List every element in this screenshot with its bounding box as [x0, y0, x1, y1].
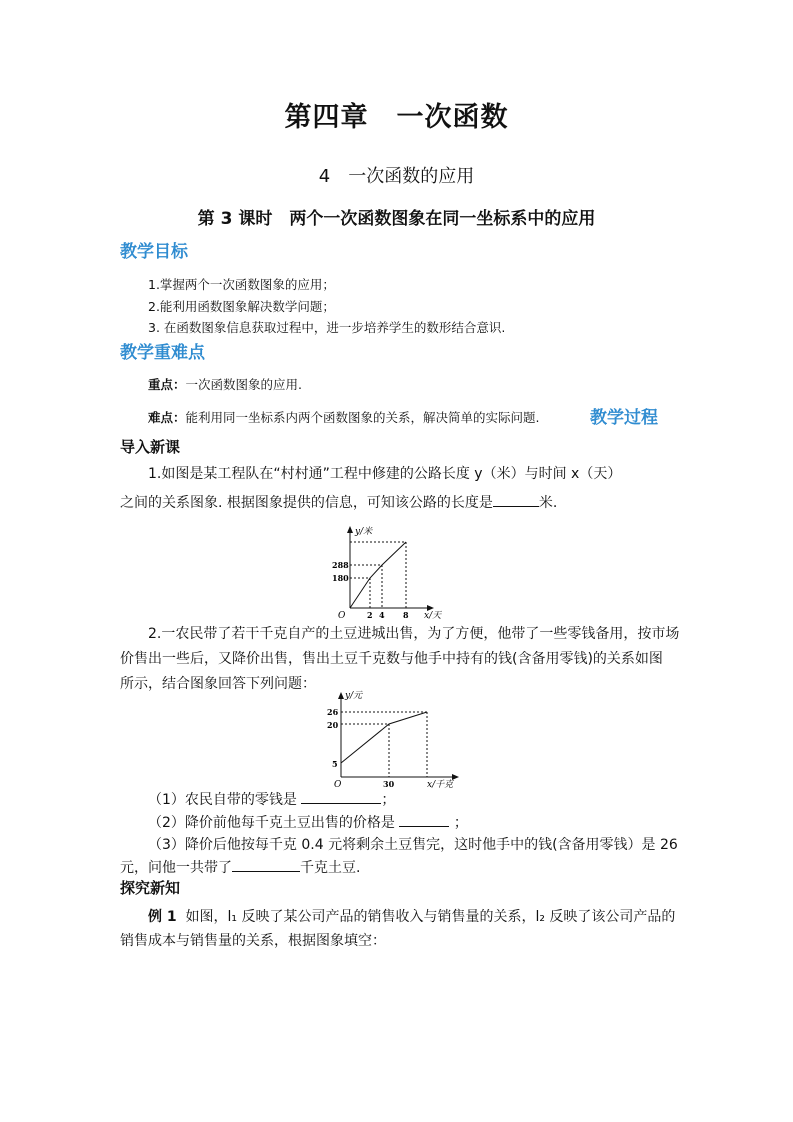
graph1-y-tick-180: 180 [332, 573, 349, 583]
section-title: 4 一次函数的应用 [318, 166, 475, 187]
sub-question-1-text: （1）农民自带的零钱是 [148, 792, 297, 808]
graph2-y-tick-26: 26 [327, 707, 339, 717]
graph1-x-tick-2: 2 [367, 610, 373, 620]
key-point-line [148, 375, 302, 393]
goal-item-1: 1.掌握两个一次函数图象的应用； [148, 277, 335, 292]
graph2-x-label: x/千克 [427, 780, 454, 790]
graph1-x-label: x/天 [424, 611, 442, 621]
answer-blank[interactable] [232, 857, 300, 872]
graph2-x-tick-30: 30 [383, 779, 395, 789]
graph2-y-label: y/元 [345, 691, 363, 701]
answer-blank[interactable] [493, 492, 539, 507]
q1-line-2-text: 之间的关系图象. 根据图象提供的信息，可知该公路的长度是 [120, 495, 493, 511]
hard-text: 能利用同一坐标系内两个函数图象的关系，解决简单的实际问题. [185, 410, 540, 425]
answer-blank[interactable] [399, 812, 449, 827]
chapter-title: 第四章 一次函数 [284, 102, 509, 133]
q2-line-1: 2.一农民带了若干千克自产的土豆进城出售，为了方便，他带了一些零钱备用，按市场 [148, 626, 680, 642]
key-points-heading: 教学重难点 [120, 343, 205, 363]
explore-heading: 探究新知 [120, 879, 181, 897]
graph1-x-tick-4: 4 [379, 610, 385, 620]
graph-potato-money [325, 690, 465, 790]
key-label: 重点： [148, 377, 186, 392]
sub-question-3-text: 元，问他一共带了 [120, 860, 232, 876]
graph-road-length [330, 522, 460, 622]
process-heading: 教学过程 [590, 408, 658, 428]
q2-line-3: 所示，结合图象回答下列问题： [120, 676, 316, 692]
answer-blank[interactable] [301, 789, 381, 804]
graph2-origin: O [334, 780, 342, 790]
graph2-y-tick-20: 20 [327, 720, 339, 730]
lesson-title: 第 3 课时 两个一次函数图象在同一坐标系中的应用 [197, 209, 596, 229]
example-line-2: 销售成本与销售量的关系，根据图象填空： [120, 933, 386, 949]
q2-line-2: 价售出一些后，又降价出售，售出土豆千克数与他手中持有的钱(含备用零钱)的关系如图 [120, 651, 663, 667]
hard-point-line [148, 408, 540, 426]
q1-line-2 [120, 490, 557, 516]
key-text: 一次函数图象的应用. [185, 377, 302, 392]
graph1-y-label: y/米 [355, 527, 373, 537]
sub-question-2-text: （2）降价前他每千克土豆出售的价格是 [148, 815, 395, 831]
goals-heading: 教学目标 [120, 242, 188, 262]
q1-line-2-end: 米. [538, 495, 558, 511]
sub-question-2-end: ； [453, 815, 468, 831]
example-line-1 [148, 904, 675, 930]
hard-label: 难点： [148, 410, 186, 425]
goal-item-3: 3. 在函数图象信息获取过程中，进一步培养学生的数形结合意识. [148, 320, 506, 335]
example-label: 例 1 [148, 909, 177, 925]
graph1-y-tick-288: 288 [332, 560, 349, 570]
goal-item-2: 2.能利用函数图象解决数学问题； [148, 299, 335, 314]
sub-question-1-end: ； [381, 792, 396, 808]
sub-question-3-line-1: （3）降价后他按每千克 0.4 元将剩余土豆售完，这时他手中的钱(含备用零钱）是 26 [148, 837, 678, 853]
q1-line-1: 1.如图是某工程队在“村村通”工程中修建的公路长度 y（米）与时间 x（天） [148, 466, 622, 482]
example-text: 如图，l₁ 反映了某公司产品的销售收入与销售量的关系，l₂ 反映了该公司产品的 [185, 909, 676, 925]
intro-heading: 导入新课 [120, 438, 181, 456]
graph1-origin: O [338, 611, 346, 621]
sub-question-3-end: 千克土豆. [300, 860, 361, 876]
graph1-x-tick-8: 8 [403, 610, 409, 620]
graph2-y-tick-5: 5 [332, 759, 338, 769]
